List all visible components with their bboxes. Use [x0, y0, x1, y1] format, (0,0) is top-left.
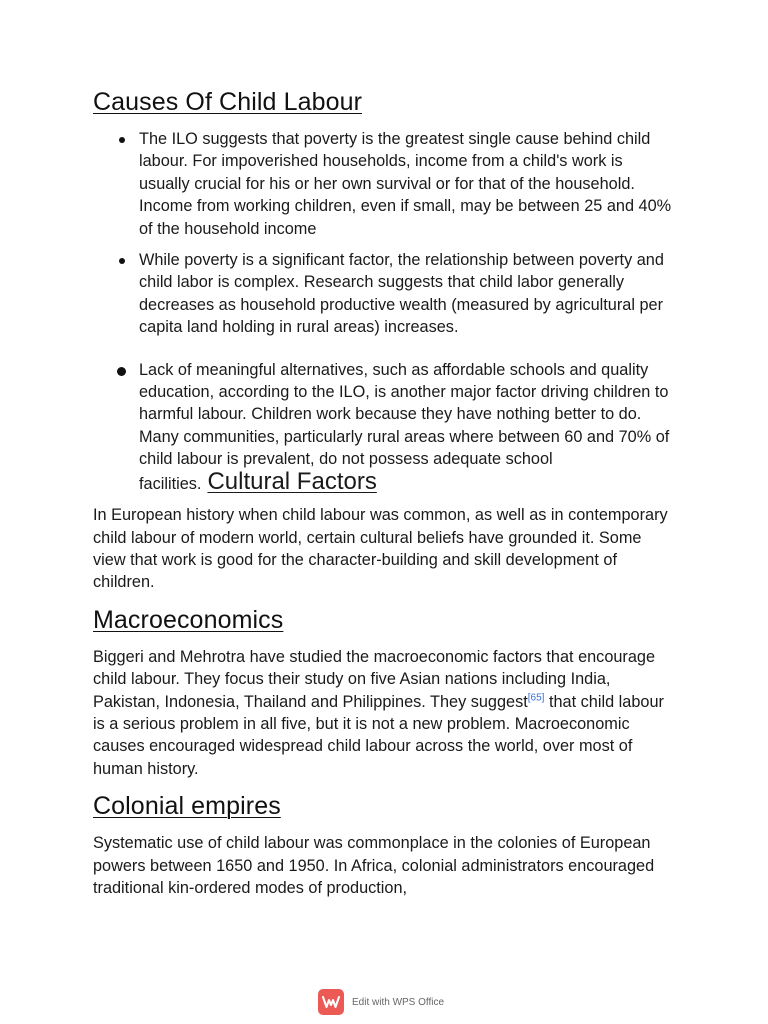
list-item	[139, 359, 673, 495]
heading-cultural-factors: Cultural Factors	[207, 467, 377, 495]
document-page	[93, 86, 673, 899]
list-item-text: The ILO suggests that poverty is the greatest single cause behind child labour. For impoverished households, income from a child's work is usually crucial for his or her own survival or for that of the household. Income from working children, even if small, may be between 25 and 40% of the household income	[139, 130, 672, 238]
citation-link[interactable]: [65]	[527, 692, 545, 704]
causes-list	[93, 128, 673, 495]
list-item-text: Lack of meaningful alternatives, such as affordable schools and quality education, according to the ILO, is another major factor driving children to harmful labour. Children work because they have nothing better to do. Many communities, particularly rural areas where between 60 and 70% of child labour is prevalent, do not possess adequate school facilities.	[139, 360, 670, 493]
cultural-paragraph: In European history when child labour was common, as well as in contemporary child labour of modern world, certain cultural beliefs have grounded it. Some view that work is good for the character-building and skill development of children.	[93, 506, 668, 592]
colonial-paragraph: Systematic use of child labour was commonplace in the colonies of European powers between 1650 and 1950. In Africa, colonial administrators encouraged traditional kin-ordered modes of production,	[93, 834, 655, 897]
list-item-text: While poverty is a significant factor, the relationship between poverty and child labor is complex. Research suggests that child labor generally decreases as household productive wealth (measured by agricultural per capita land holding in rural areas) increases.	[139, 251, 664, 337]
macro-text-end: that child labour is a serious problem in all five, but it is not a new problem. Macroeconomic causes encouraged widespread child labour across the world, over most of human history.	[93, 692, 664, 778]
section-colonial	[93, 790, 673, 899]
macro-text-start: Biggeri and Mehrotra have studied the macroeconomic factors that encourage child labour. They focus their study on five Asian nations including India, Pakistan, Indonesia, Thailand and Philippines. They suggest	[93, 647, 656, 711]
bullet-icon	[119, 258, 125, 264]
list-item	[139, 249, 673, 339]
wps-footer[interactable]	[318, 989, 444, 1015]
macro-paragraph	[93, 646, 673, 780]
heading-macroeconomics: Macroeconomics	[93, 605, 284, 634]
wps-footer-text: Edit with WPS Office	[352, 996, 445, 1008]
heading-colonial-empires: Colonial empires	[93, 792, 281, 821]
bullet-icon	[117, 367, 126, 376]
section-macroeconomics	[93, 604, 673, 780]
list-item	[139, 128, 673, 240]
wps-logo-icon	[318, 989, 344, 1015]
bullet-icon	[119, 137, 125, 143]
heading-causes: Causes Of Child Labour	[93, 88, 363, 116]
